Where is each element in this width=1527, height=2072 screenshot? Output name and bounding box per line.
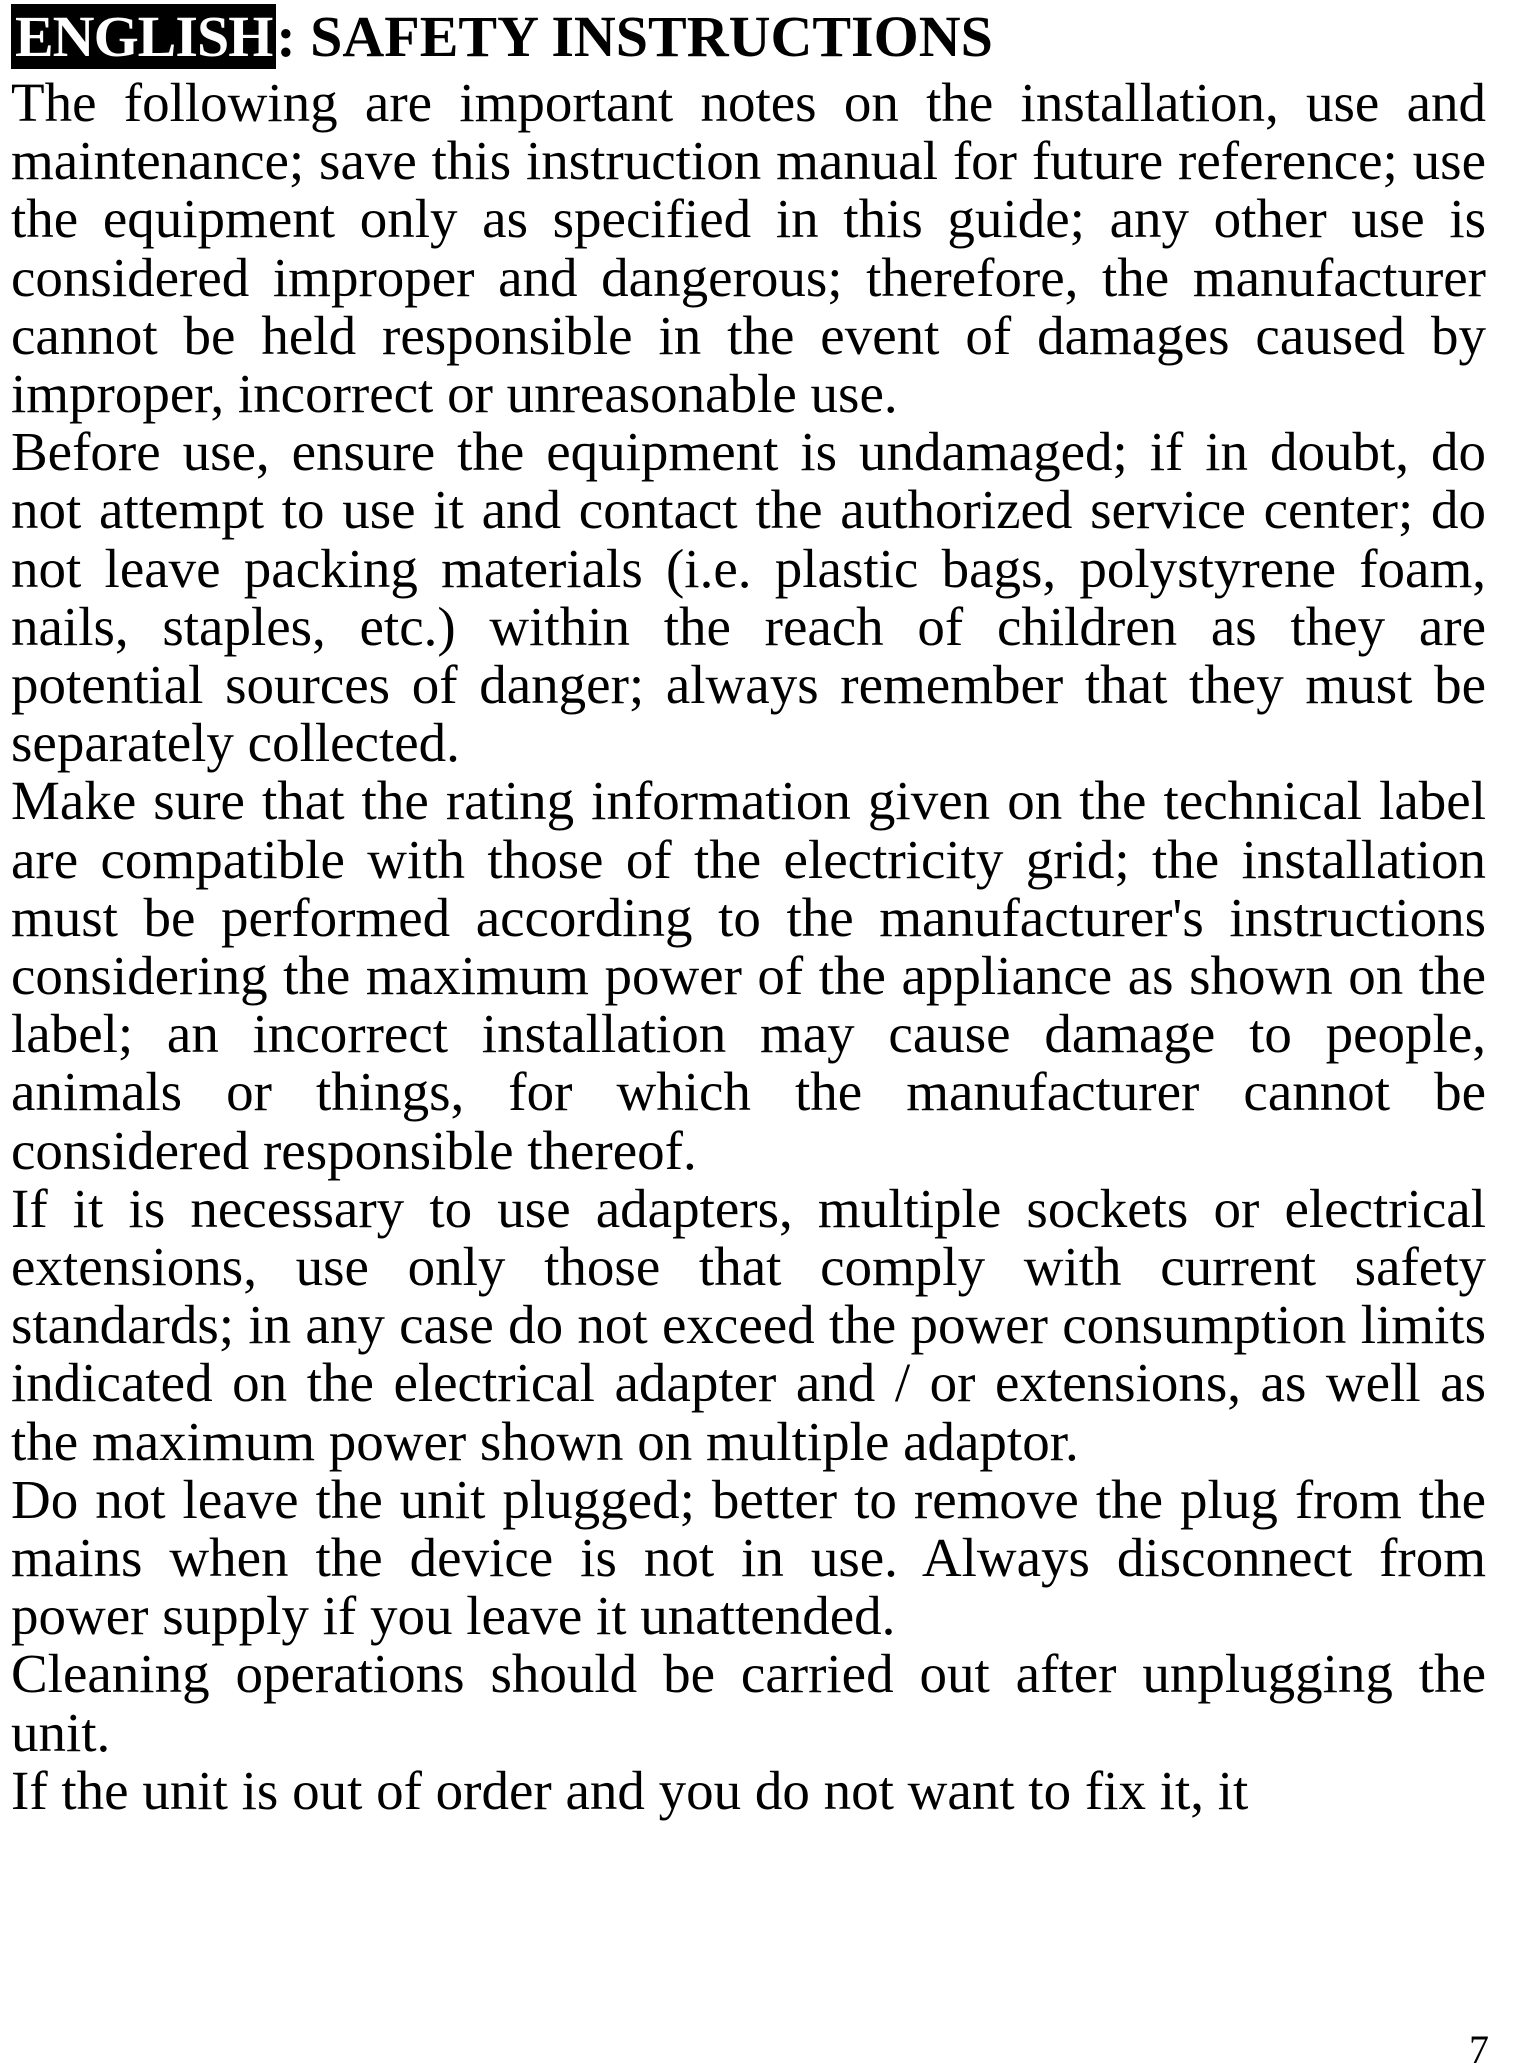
language-tag: ENGLISH — [11, 4, 276, 69]
paragraph-out-of-order: If the unit is out of order and you do not want to fix it, it — [11, 1759, 1249, 1821]
paragraph-unplug: Do not leave the unit plugged; better to remove the plug from the mains when the device is not in use. Always disconnect from power supply if you leave it unattended. — [11, 1468, 1486, 1647]
paragraph-general-notes: The following are important notes on the installation, use and maintenance; save this instruction manual for future reference; use the equipment only as specified in this guide; any other use is considered improper and dangerous; therefore, the manufacturer cannot be held responsible in the event of damages caused by improper, incorrect or unreasonable use. — [11, 72, 1486, 425]
section-title: : SAFETY INSTRUCTIONS — [276, 4, 993, 69]
paragraph-before-use: Before use, ensure the equipment is undamaged; if in doubt, do not attempt to use it and contact the authorized service center; do not leave packing materials (i.e. plastic bags, polystyrene foam, nails, staples, etc.) within the reach of children as they are potential sources of danger; always remember that they must be separately collected. — [11, 421, 1486, 774]
page-number: 7 — [1469, 2027, 1489, 2072]
paragraph-adapters: If it is necessary to use adapters, multiple sockets or electrical extensions, use only those that comply with current safety standards; in any case do not exceed the power consumption limits indicated on the electrical adapter and / or extensions, as well as the maximum power shown on multiple adaptor. — [11, 1177, 1486, 1472]
paragraph-rating-information: Make sure that the rating information given on the technical label are compatible with those of the electricity grid; the installation must be performed according to the manufacturer's instructions considering the maximum power of the appliance as shown on the label; an incorrect installation may cause damage to people, animals or things, for which the manufacturer cannot be considered responsible thereof. — [11, 770, 1486, 1181]
paragraph-cleaning: Cleaning operations should be carried out after unplugging the unit. — [11, 1643, 1486, 1763]
manual-page — [11, 0, 1486, 1820]
section-heading — [11, 0, 1486, 74]
